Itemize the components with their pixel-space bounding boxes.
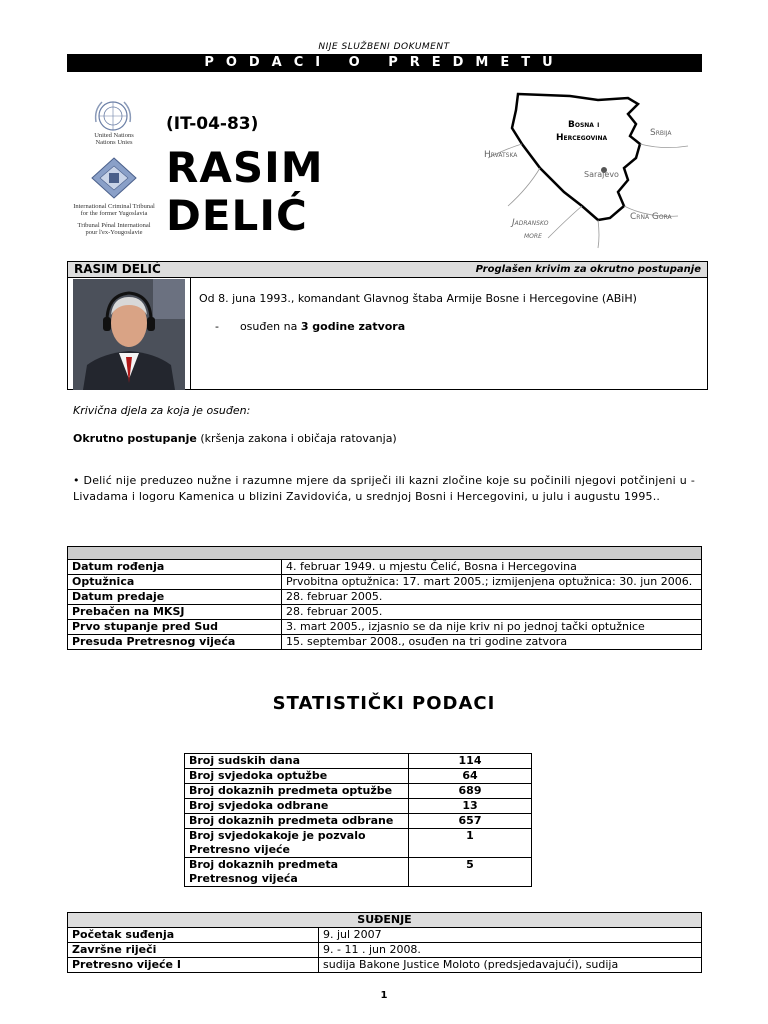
- defendant-last-name: DELIĆ: [166, 191, 308, 240]
- table-row: Završne riječi 9. - 11 . jun 2008.: [68, 943, 702, 958]
- map-label-bih-1: Bosna i: [568, 120, 600, 130]
- defendant-first-name: RASIM: [166, 143, 324, 192]
- table-row: Broj dokaznih predmeta odbrane 657: [185, 814, 532, 829]
- defendant-box: [67, 261, 708, 390]
- map-label-serbia: Srbija: [650, 128, 672, 138]
- defendant-box-header: [68, 262, 707, 278]
- map-label-sea-2: more: [524, 231, 542, 240]
- map-label-sea-1: Jadransko: [512, 218, 549, 228]
- bih-map: [478, 88, 698, 253]
- un-caption: United Nations Nations Unies: [94, 132, 134, 146]
- charge-line: Okrutno postupanje (kršenja zakona i običaja ratovanja): [73, 432, 397, 445]
- table-row: Pretresno vijeće I sudija Bakone Justice Moloto (predsjedavajući), sudija: [68, 958, 702, 973]
- case-number: (IT-04-83): [166, 114, 259, 134]
- icty-caption: International Criminal Tribunal for the former Yugoslavia: [73, 203, 155, 217]
- defendant-photo: [73, 279, 185, 390]
- table-row: Prvo stupanje pred Sud 3. mart 2005., izjasnio se da nije kriv ni po jednoj tački optužnice: [68, 620, 702, 635]
- icty-caption-fr: Tribunal Pénal International pour l'ex-Yougoslavie: [77, 222, 151, 236]
- icty-emblem-icon: [88, 156, 140, 200]
- unofficial-notice: NIJE SLUŽBENI DOKUMENT: [318, 42, 450, 52]
- case-info-table: [67, 546, 702, 650]
- map-label-montenegro: Crna Gora: [630, 212, 672, 222]
- table-row: Broj svjedokakoje je pozvalo Pretresno vijeće 1: [185, 829, 532, 858]
- stats-title: STATISTIČKI PODACI: [272, 693, 496, 714]
- table-row: Broj svjedoka optužbe 64: [185, 769, 532, 784]
- table-row: Broj sudskih dana 114: [185, 754, 532, 769]
- defendant-name: RASIM DELIĆ: [74, 262, 161, 276]
- table-row: Broj dokaznih predmeta Pretresnog vijeća 5: [185, 858, 532, 887]
- table-row: Broj dokaznih predmeta optužbe 689: [185, 784, 532, 799]
- table-row: Datum rođenja 4. februar 1949. u mjestu Čelić, Bosna i Hercegovina: [68, 560, 702, 575]
- table-row: Prebačen na MKSJ 28. februar 2005.: [68, 605, 702, 620]
- page-number: 1: [380, 990, 388, 1001]
- map-label-sarajevo: Sarajevo: [584, 170, 619, 179]
- table-row: Optužnica Prvobitna optužnica: 17. mart 2005.; izmijenjena optužnica: 30. jun 2006.: [68, 575, 702, 590]
- title-banner: PODACI O PREDMETU: [67, 54, 702, 72]
- trial-table: [67, 912, 702, 973]
- crimes-label: Krivična djela za koja je osuđen:: [73, 404, 251, 417]
- map-label-croatia: Hrvatska: [484, 150, 518, 160]
- table-row: Početak suđenja 9. jul 2007: [68, 928, 702, 943]
- map-label-bih-2: Hercegovina: [556, 133, 608, 143]
- charge-description: • Delić nije preduzeo nužne i razumne mjere da spriječi ili kazni zločine koje su počinili njegovi potčinjeni u -Livadama i logoru Kamenica u blizini Zavidovića, u srednjoj Bosni i Hercegovini, u julu i augustu 1995..: [73, 474, 695, 503]
- trial-header: SUĐENJE: [68, 913, 702, 928]
- defendant-sentence: - osuđen na 3 godine zatvora: [215, 320, 406, 333]
- verdict-summary: Proglašen krivim za okrutno postupanje: [475, 264, 701, 275]
- table-row: Datum predaje 28. februar 2005.: [68, 590, 702, 605]
- table-row: Presuda Pretresnog vijeća 15. septembar 2008., osuđen na tri godine zatvora: [68, 635, 702, 650]
- defendant-role: Od 8. juna 1993., komandant Glavnog štaba Armije Bosne i Hercegovine (ABiH): [199, 292, 637, 305]
- table-row: Broj svjedoka odbrane 13: [185, 799, 532, 814]
- stats-table: [184, 753, 532, 887]
